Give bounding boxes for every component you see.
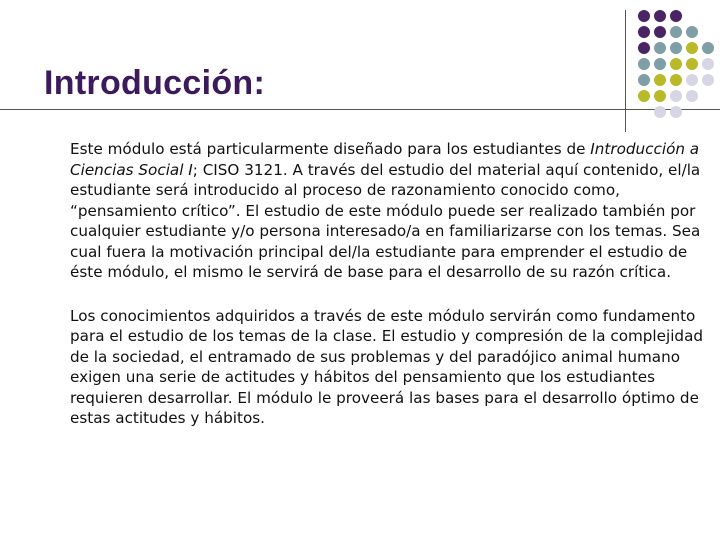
slide-body	[70, 139, 710, 452]
title-divider	[0, 109, 720, 110]
decorative-dot	[686, 26, 698, 38]
decorative-dot	[686, 58, 698, 70]
decorative-dot	[702, 58, 714, 70]
decorative-dot-grid	[636, 8, 716, 120]
decorative-dot	[638, 90, 650, 102]
paragraph-text: Este módulo está particularmente diseñado para los estudiantes de	[70, 140, 591, 158]
decorative-dot	[670, 10, 682, 22]
slide-title: Introducción:	[44, 64, 266, 102]
decorative-dot	[638, 106, 650, 118]
decorative-dot	[670, 90, 682, 102]
decorative-dot	[654, 26, 666, 38]
decorative-dot	[638, 10, 650, 22]
decorative-dot	[654, 10, 666, 22]
decorative-dot	[654, 74, 666, 86]
decorative-dot	[686, 10, 698, 22]
decorative-dot	[670, 106, 682, 118]
decorative-dot	[702, 10, 714, 22]
decorative-dot	[686, 42, 698, 54]
decorative-dot	[686, 74, 698, 86]
decorative-dot	[654, 58, 666, 70]
decorative-dot	[670, 74, 682, 86]
decorative-dot	[670, 42, 682, 54]
decorative-dot	[670, 26, 682, 38]
decorative-dot	[654, 42, 666, 54]
decorative-dot	[654, 106, 666, 118]
decorative-dot	[702, 42, 714, 54]
decorative-dot	[670, 58, 682, 70]
decorative-dot	[638, 74, 650, 86]
vertical-divider	[625, 10, 626, 132]
decorative-dot	[702, 106, 714, 118]
paragraph-text: ; CISO 3121. A través del estudio del material aquí contenido, el/la estudiante será introducido al proceso de razonamiento conocido como, “pensamiento crítico”. El estudio de este módulo puede ser realizado también por cualquier estudiante y/o persona interesado/a en familiarizarse con los temas. Sea cual fuera la motivación principal del/la estudiante para emprender el estudio de éste módulo, el mismo le servirá de base para el desarrollo de su razón crítica.	[70, 160, 701, 281]
decorative-dot	[638, 58, 650, 70]
body-paragraph	[70, 139, 710, 283]
course-name: Introducción a Ciencias Social I	[70, 140, 700, 179]
decorative-dot	[686, 90, 698, 102]
decorative-dot	[686, 106, 698, 118]
decorative-dot	[638, 26, 650, 38]
decorative-dot	[702, 26, 714, 38]
decorative-dot	[638, 42, 650, 54]
decorative-dot	[702, 90, 714, 102]
decorative-dot	[654, 90, 666, 102]
decorative-dot	[702, 74, 714, 86]
body-paragraph	[70, 306, 710, 429]
paragraph-text: Los conocimientos adquiridos a través de este módulo servirán como fundamento para el estudio de los temas de la clase. El estudio y compresión de la complejidad de la sociedad, el entramado de sus problemas y del paradójico animal humano exigen una serie de actitudes y hábitos del pensamiento que los estudiantes requieren desarrollar. El módulo le proveerá las bases para el desarrollo óptimo de estas actitudes y hábitos.	[70, 306, 704, 427]
